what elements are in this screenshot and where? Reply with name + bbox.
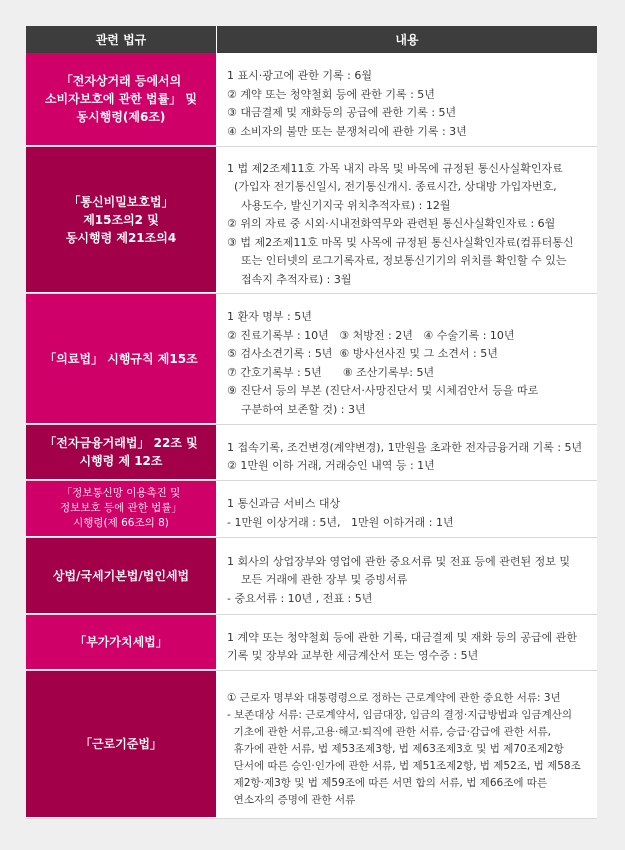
content-line: ⑨ 진단서 등의 부본 (진단서·사망진단서 및 시체검안서 등을 따로 bbox=[227, 384, 539, 397]
retention-content bbox=[216, 671, 597, 818]
content-line: ② 계약 또는 청약철회 등에 관한 기록 : 5년 bbox=[227, 87, 435, 101]
law-name: 「전자금융거래법」 22조 및 시행령 제 12조 bbox=[26, 425, 216, 480]
content-line: ② 위의 자료 중 시외·시내전화역무와 관련된 통신사실확인자료 : 6월 bbox=[227, 217, 556, 231]
content-line: 기록 및 장부와 교부한 세금계산서 또는 영수증 : 5년 bbox=[227, 649, 479, 662]
retention-content bbox=[216, 615, 597, 670]
content-line: 모든 거래에 관한 장부 및 증빙서류 bbox=[227, 573, 408, 587]
content-line: 구분하여 보존할 것) : 3년 bbox=[227, 402, 366, 416]
law-name: 「의료법」 시행규칙 제15조 bbox=[26, 294, 216, 424]
content-line: ② 1만원 이하 거래, 거래승인 내역 등 : 1년 bbox=[227, 459, 435, 472]
content-line: 휴가에 관한 서류, 법 제53조제3항, 법 제63조제3호 및 법 제70조제2항 bbox=[227, 742, 564, 755]
content-line: (가입자 전기통신일시, 전기통신개시. 종료시간, 상대방 가입자번호, bbox=[227, 180, 557, 194]
content-line: 1 통신과금 서비스 대상 bbox=[227, 497, 341, 510]
law-name: 「정보통신망 이용촉진 및 정보보호 등에 관한 법률」 시행령(제 66조의 8) bbox=[26, 481, 216, 537]
content-line: 제2항·제3항 및 법 제59조에 따른 서면 합의 서류, 법 제66조에 따른 bbox=[227, 776, 548, 789]
law-name: 「통신비밀보호법」 제15조의2 및 동시행령 제21조의4 bbox=[26, 147, 216, 293]
content-line: - 1만원 이상거래 : 5년, 1만원 이하거래 : 1년 bbox=[227, 515, 454, 529]
content-line: ② 진료기록부 : 10년 ③ 처방전 : 2년 ④ 수술기록 : 10년 bbox=[227, 328, 515, 342]
header-content: 내용 bbox=[395, 33, 419, 47]
content-line: 1 표시·광고에 관한 기록 : 6월 bbox=[227, 69, 372, 82]
content-line: 접속지 추적자료) : 3월 bbox=[227, 272, 352, 286]
table-body bbox=[26, 53, 597, 819]
content-line: 1 법 제2조제11호 가목 내지 라목 및 바목에 규정된 통신사실확인자료 bbox=[227, 161, 563, 175]
content-line: 단서에 따른 승인·인가에 관한 서류, 법 제51조제2항, 법 제52조, 법 제58조 bbox=[227, 759, 581, 772]
table-row bbox=[26, 671, 597, 819]
table-row bbox=[26, 294, 597, 425]
content-line: ① 근로자 명부와 대통령령으로 정하는 근로계약에 관한 중요한 서류: 3년 bbox=[227, 691, 561, 704]
content-line: ③ 법 제2조제11호 마목 및 사목에 규정된 통신사실확인자료(컴퓨터통신 bbox=[227, 235, 574, 249]
content-line: 또는 인터넷의 로그기록자료, 정보통신기기의 위치를 확인할 수 있는 bbox=[227, 254, 567, 268]
content-line: ⑤ 검사소견기록 : 5년 ⑥ 방사선사진 및 그 소견서 : 5년 bbox=[227, 347, 498, 360]
retention-content bbox=[216, 425, 597, 480]
table-header bbox=[26, 26, 597, 53]
retention-content bbox=[216, 294, 597, 424]
law-name: 「근로기준법」 bbox=[26, 671, 216, 818]
content-line: 사용도수, 발신기지국 위치추적자료) : 12월 bbox=[227, 198, 451, 212]
law-name: 「부가가치세법」 bbox=[26, 615, 216, 670]
table-row bbox=[26, 538, 597, 615]
table-row bbox=[26, 481, 597, 538]
header-law: 관련 법규 bbox=[26, 26, 217, 53]
retention-table bbox=[26, 26, 597, 819]
content-line: 1 접속기록, 조건변경(계약변경), 1만원을 초과한 전자금융거래 기록 : 5년 bbox=[227, 440, 583, 454]
retention-content bbox=[216, 481, 597, 537]
law-name: 「전자상거래 등에서의 소비자보호에 관한 법률」 및 동시행령(제6조) bbox=[26, 53, 216, 146]
content-line: ③ 대금결제 및 재화등의 공급에 관한 기록 : 5년 bbox=[227, 106, 457, 119]
table-row bbox=[26, 615, 597, 671]
content-line: 기초에 관한 서류,고용·해고·퇴직에 관한 서류, 승급·감급에 관한 서류, bbox=[227, 725, 551, 738]
content-line: 1 환자 명부 : 5년 bbox=[227, 310, 312, 323]
content-line: ④ 소비자의 불만 또는 분쟁처리에 관한 기록 : 3년 bbox=[227, 124, 467, 138]
retention-content bbox=[216, 53, 597, 146]
table-row bbox=[26, 425, 597, 481]
table-row bbox=[26, 53, 597, 147]
content-line: 연소자의 증명에 관한 서류 bbox=[227, 793, 356, 806]
content-line: - 중요서류 : 10년 , 전표 : 5년 bbox=[227, 591, 373, 605]
content-line: ⑦ 간호기록부 : 5년 ⑧ 조산기록부: 5년 bbox=[227, 365, 435, 379]
law-name: 상법/국세기본법/법인세법 bbox=[26, 538, 216, 614]
content-line: 1 계약 또는 청약철회 등에 관한 기록, 대금결제 및 재화 등의 공급에 관한 bbox=[227, 630, 577, 644]
retention-content bbox=[216, 538, 597, 614]
retention-content bbox=[216, 147, 597, 293]
content-line: 1 회사의 상업장부와 영업에 관한 중요서류 및 전표 등에 관련된 정보 및 bbox=[227, 554, 570, 568]
table-row bbox=[26, 147, 597, 294]
content-line: - 보존대상 서류: 근로계약서, 임금대장, 임금의 결정·지급방법과 임금계산의 bbox=[227, 708, 572, 721]
